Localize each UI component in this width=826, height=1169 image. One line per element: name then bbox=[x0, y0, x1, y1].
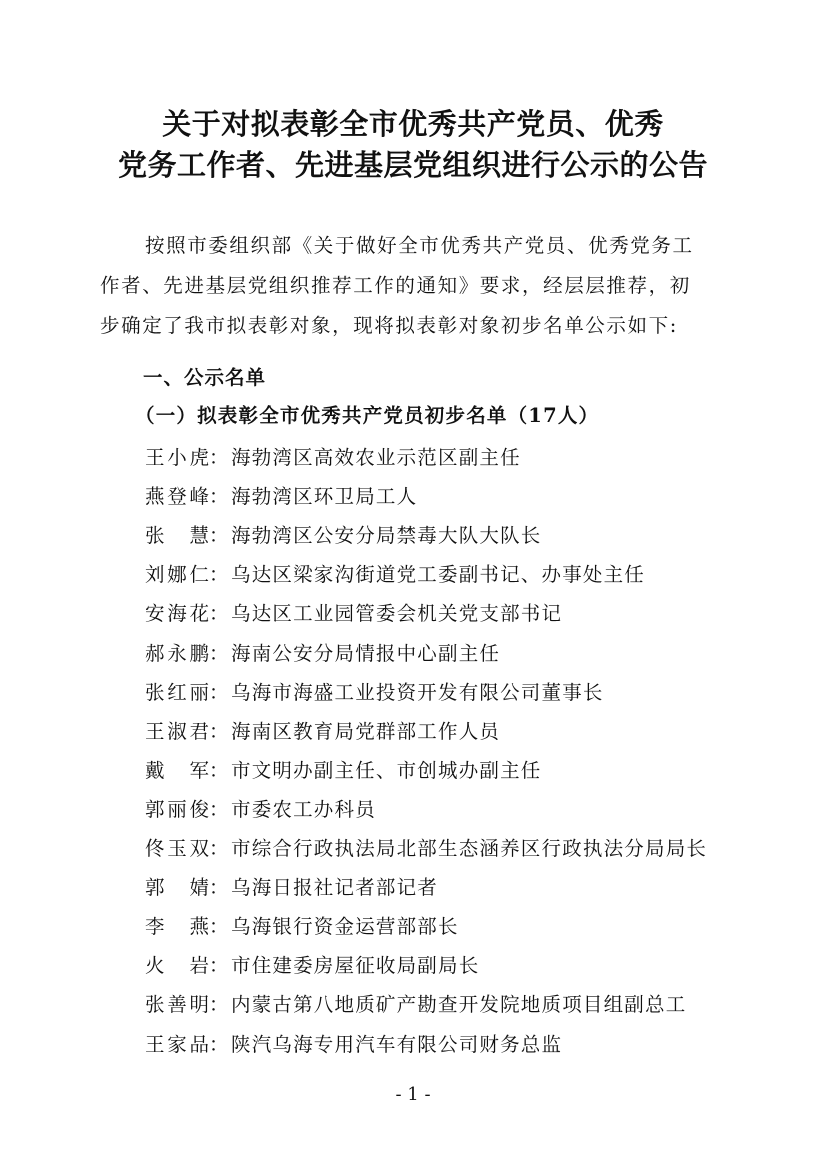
nominee-row bbox=[145, 443, 521, 473]
nominee-colon: ： bbox=[209, 524, 229, 548]
nominee-colon: ： bbox=[209, 446, 229, 469]
document-title-line-2: 党务工作者、先进基层党组织进行公示的公告 bbox=[117, 148, 708, 182]
nominee-row bbox=[145, 990, 686, 1020]
nominee-position: 市住建委房屋征收局副局长 bbox=[231, 954, 480, 978]
section-subheading: （一）拟表彰全市优秀共产党员初步名单（17人） bbox=[135, 404, 600, 427]
nominee-name: 戴军 bbox=[145, 758, 209, 782]
nominee-position: 市文明办副主任、市创城办副主任 bbox=[231, 758, 542, 782]
nominee-position: 海勃湾区环卫局工人 bbox=[231, 485, 418, 509]
nominee-position: 乌达区梁家沟街道党工委副书记、办事处主任 bbox=[231, 563, 646, 587]
nominee-name: 张善明 bbox=[145, 993, 209, 1017]
nominee-row bbox=[145, 834, 707, 864]
section-heading: 一、公示名单 bbox=[143, 366, 267, 389]
nominee-colon: ： bbox=[209, 680, 229, 704]
nominee-position: 乌海市海盛工业投资开发有限公司董事长 bbox=[231, 680, 604, 704]
nominee-colon: ： bbox=[209, 1032, 229, 1056]
document-title-line-1: 关于对拟表彰全市优秀共产党员、优秀 bbox=[162, 107, 664, 141]
nominee-row bbox=[145, 521, 542, 551]
nominee-colon: ： bbox=[209, 797, 229, 821]
nominee-position: 海勃湾区公安分局禁毒大队大队长 bbox=[231, 524, 542, 548]
nominee-name: 王家品 bbox=[145, 1032, 209, 1056]
nominee-row bbox=[145, 873, 438, 903]
nominee-colon: ： bbox=[209, 485, 229, 509]
nominee-position: 海南区教育局党群部工作人员 bbox=[231, 719, 501, 743]
nominee-name: 张慧 bbox=[145, 524, 209, 548]
nominee-row bbox=[145, 912, 459, 942]
nominee-colon: ： bbox=[209, 837, 229, 860]
nominee-position: 乌海日报社记者部记者 bbox=[231, 876, 439, 900]
nominee-name: 火岩 bbox=[145, 954, 209, 978]
nominee-name: 李燕 bbox=[145, 915, 209, 939]
nominee-row bbox=[145, 482, 417, 512]
nominee-row bbox=[145, 678, 604, 708]
nominee-name: 郭婧 bbox=[145, 876, 209, 900]
nominee-row bbox=[145, 560, 645, 590]
nominee-name: 燕登峰 bbox=[145, 485, 209, 509]
nominee-name: 张红丽 bbox=[145, 680, 209, 704]
nominee-name: 王淑君 bbox=[145, 719, 209, 743]
nominee-colon: ： bbox=[209, 876, 229, 900]
nominee-position: 海勃湾区高效农业示范区副主任 bbox=[231, 446, 521, 469]
nominee-name: 郭丽俊 bbox=[145, 797, 209, 821]
nominee-colon: ： bbox=[209, 719, 229, 743]
nominee-colon: ： bbox=[209, 641, 229, 665]
nominee-row bbox=[145, 1030, 562, 1060]
nominee-name: 安海花 bbox=[145, 602, 209, 626]
page-number: - 1 - bbox=[395, 1084, 431, 1105]
nominee-position: 乌海银行资金运营部部长 bbox=[231, 915, 459, 939]
nominee-colon: ： bbox=[209, 758, 229, 782]
nominee-name: 佟玉双 bbox=[145, 837, 209, 860]
nominee-name: 刘娜仁 bbox=[145, 563, 209, 587]
nominee-row bbox=[145, 951, 479, 981]
intro-paragraph-line-2: 作者、先进基层党组织推荐工作的通知》要求，经层层推荐，初 bbox=[100, 274, 691, 297]
nominee-position: 海南公安分局情报中心副主任 bbox=[231, 641, 501, 665]
nominee-colon: ： bbox=[209, 602, 229, 626]
nominee-colon: ： bbox=[209, 915, 229, 939]
nominee-name: 王小虎 bbox=[145, 446, 209, 469]
nominee-colon: ： bbox=[209, 563, 229, 587]
nominee-position: 乌达区工业园管委会机关党支部书记 bbox=[231, 602, 563, 626]
intro-paragraph-line-3: 步确定了我市拟表彰对象，现将拟表彰对象初步名单公示如下: bbox=[100, 314, 678, 337]
nominee-colon: ： bbox=[209, 993, 229, 1017]
intro-paragraph-line-1: 按照市委组织部《关于做好全市优秀共产党员、优秀党务工 bbox=[145, 234, 694, 257]
nominee-name: 郝永鹏 bbox=[145, 641, 209, 665]
nominee-row bbox=[145, 795, 376, 825]
nominee-colon: ： bbox=[209, 954, 229, 978]
nominee-position: 市委农工办科员 bbox=[231, 797, 376, 821]
nominee-row bbox=[145, 639, 500, 669]
nominee-position: 市综合行政执法局北部生态涵养区行政执法分局局长 bbox=[231, 837, 708, 860]
nominee-row bbox=[145, 717, 500, 747]
nominee-row bbox=[145, 756, 542, 786]
nominee-position: 内蒙古第八地质矿产勘查开发院地质项目组副总工 bbox=[231, 993, 687, 1017]
nominee-row bbox=[145, 599, 562, 629]
nominee-position: 陕汽乌海专用汽车有限公司财务总监 bbox=[231, 1032, 563, 1056]
